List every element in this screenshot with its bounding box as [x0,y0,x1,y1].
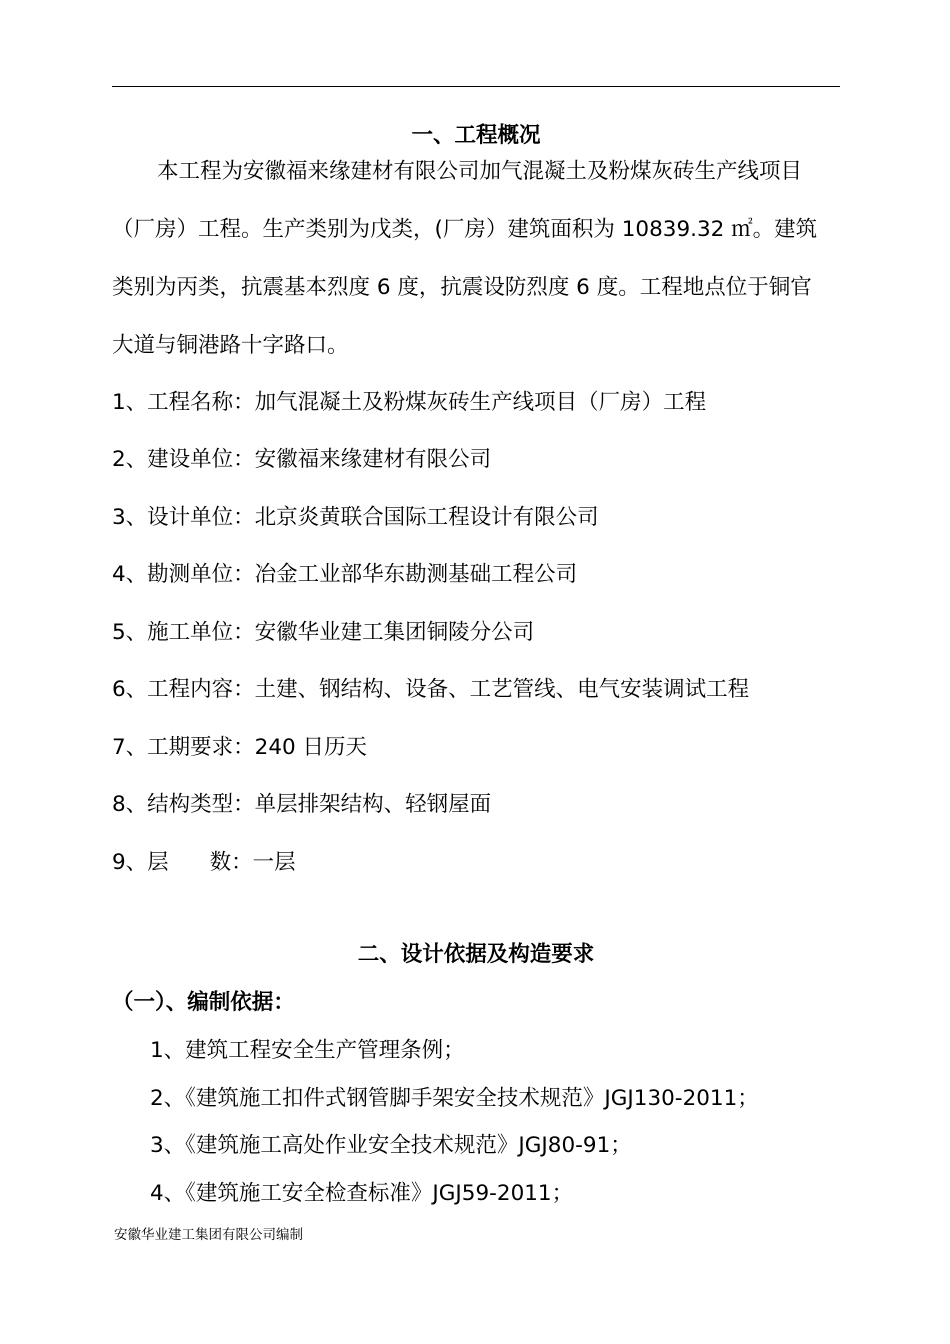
list-item: 3、《建筑施工高处作业安全技术规范》JGJ80-91； [150,1133,632,1158]
list-item: 8、结构类型：单层排架结构、轻钢屋面 [112,792,492,817]
subsection-title: （一）、编制依据： [112,990,295,1015]
page-footer: 安徽华业建工集团有限公司编制 [114,1227,303,1243]
header-rule [112,86,840,87]
para-line-2: （厂房）工程。生产类别为戊类，(厂房）建筑面积为 10839.32 ㎡。建筑 [112,217,818,242]
section-2-title: 二、设计依据及构造要求 [357,942,595,967]
list-item: 1、建筑工程安全生产管理条例； [150,1038,465,1063]
list-item: 9、层 数：一层 [112,850,296,875]
section-1-title: 一、工程概况 [411,123,541,148]
para-line-3: 类别为丙类，抗震基本烈度 6 度，抗震设防烈度 6 度。工程地点位于铜官 [112,275,812,300]
list-item: 5、施工单位：安徽华业建工集团铜陵分公司 [112,620,535,645]
list-item: 7、工期要求：240 日历天 [112,735,368,760]
list-item: 2、《建筑施工扣件式钢管脚手架安全技术规范》JGJ130-2011； [150,1086,759,1111]
list-item: 6、工程内容：土建、钢结构、设备、工艺管线、电气安装调试工程 [112,677,750,702]
para-line-1: 本工程为安徽福来缘建材有限公司加气混凝土及粉煤灰砖生产线项目 [157,159,803,184]
list-item: 3、设计单位：北京炎黄联合国际工程设计有限公司 [112,505,599,530]
list-item: 1、工程名称：加气混凝土及粉煤灰砖生产线项目（厂房）工程 [112,390,707,415]
list-item: 4、《建筑施工安全检查标准》JGJ59-2011； [150,1181,574,1206]
list-item: 4、勘测单位：冶金工业部华东勘测基础工程公司 [112,562,578,587]
list-item: 2、建设单位：安徽福来缘建材有限公司 [112,447,492,472]
para-line-4: 大道与铜港路十字路口。 [112,333,349,358]
